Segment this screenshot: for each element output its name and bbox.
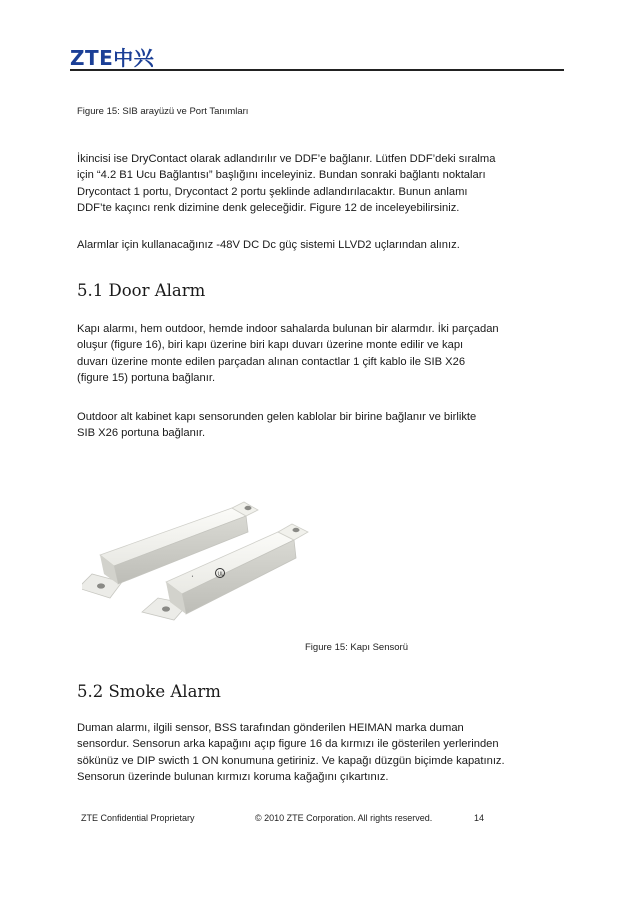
- paragraph-smoke-alarm: Duman alarmı, ilgili sensor, BSS tarafından gönderilen HEIMAN marka duman sensordur. Sensorun arka kapağını açıp figure 16 da kırmızı ile gösterilen yerlerinden sökünüz ve DIP swicth 1 ON konumuna getiriniz. Ve kapağı düzgün biçimde kapatınız. Sensorun üzerinde bulunan kırmızı koruma kağağını çıkartınız.: [77, 722, 505, 784]
- section-heading-smoke-alarm: 5.2 Smoke Alarm: [77, 682, 221, 701]
- footer-page-number: 14: [474, 813, 485, 823]
- paragraph-drycontact: İkincisi ise DryContact olarak adlandırılır ve DDF’e bağlanır. Lütfen DDF’deki sıralma için “4.2 B1 Ucu Bağlantısı” başlığını inceleyiniz. Bundan sonraki bağlantı noktaları Drycontact 1 portu, Drycontact 2 portu şeklinde adlandırılacaktır. Bunun anlamı DDF’te kaçıncı renk dizimine denk geleceğidir. Figure 12 de inceleyebilirsiniz.: [77, 153, 496, 215]
- paragraph-door-alarm: Kapı alarmı, hem outdoor, hemde indoor sahalarda bulunan bir alarmdır. İki parçadan oluşur (figure 16), biri kapı üzerine biri kapı duvarı üzerine monte edilir ve kapı duvarı üzerine monte edilen parçadan alınan contactlar 1 çift kablo ile SIB X26 (figure 15) portuna bağlanır.: [77, 323, 499, 385]
- figure-caption-sib: Figure 15: SIB arayüzü ve Port Tanımları: [77, 106, 249, 117]
- footer-copyright: © 2010 ZTE Corporation. All rights reserved.: [255, 813, 433, 823]
- figure-caption-door-sensor: Figure 15: Kapı Sensorü: [305, 642, 408, 653]
- svg-text:•: •: [190, 573, 195, 579]
- header-divider: [70, 69, 564, 71]
- svg-text:UL: UL: [217, 571, 224, 578]
- paragraph-outdoor: Outdoor alt kabinet kapı sensorunden gelen kablolar bir birine bağlanır ve birlikte SIB X26 portuna bağlanır.: [77, 411, 477, 440]
- footer-confidential: ZTE Confidential Proprietary: [81, 813, 195, 823]
- logo-text: ZTE中兴: [70, 45, 155, 70]
- section-heading-door-alarm: 5.1 Door Alarm: [77, 281, 206, 300]
- paragraph-power: Alarmlar için kullanacağınız -48V DC Dc güç sistemi LLVD2 uçlarından alınız.: [77, 239, 460, 251]
- door-sensor-image: [82, 500, 332, 625]
- zte-logo: [70, 42, 154, 70]
